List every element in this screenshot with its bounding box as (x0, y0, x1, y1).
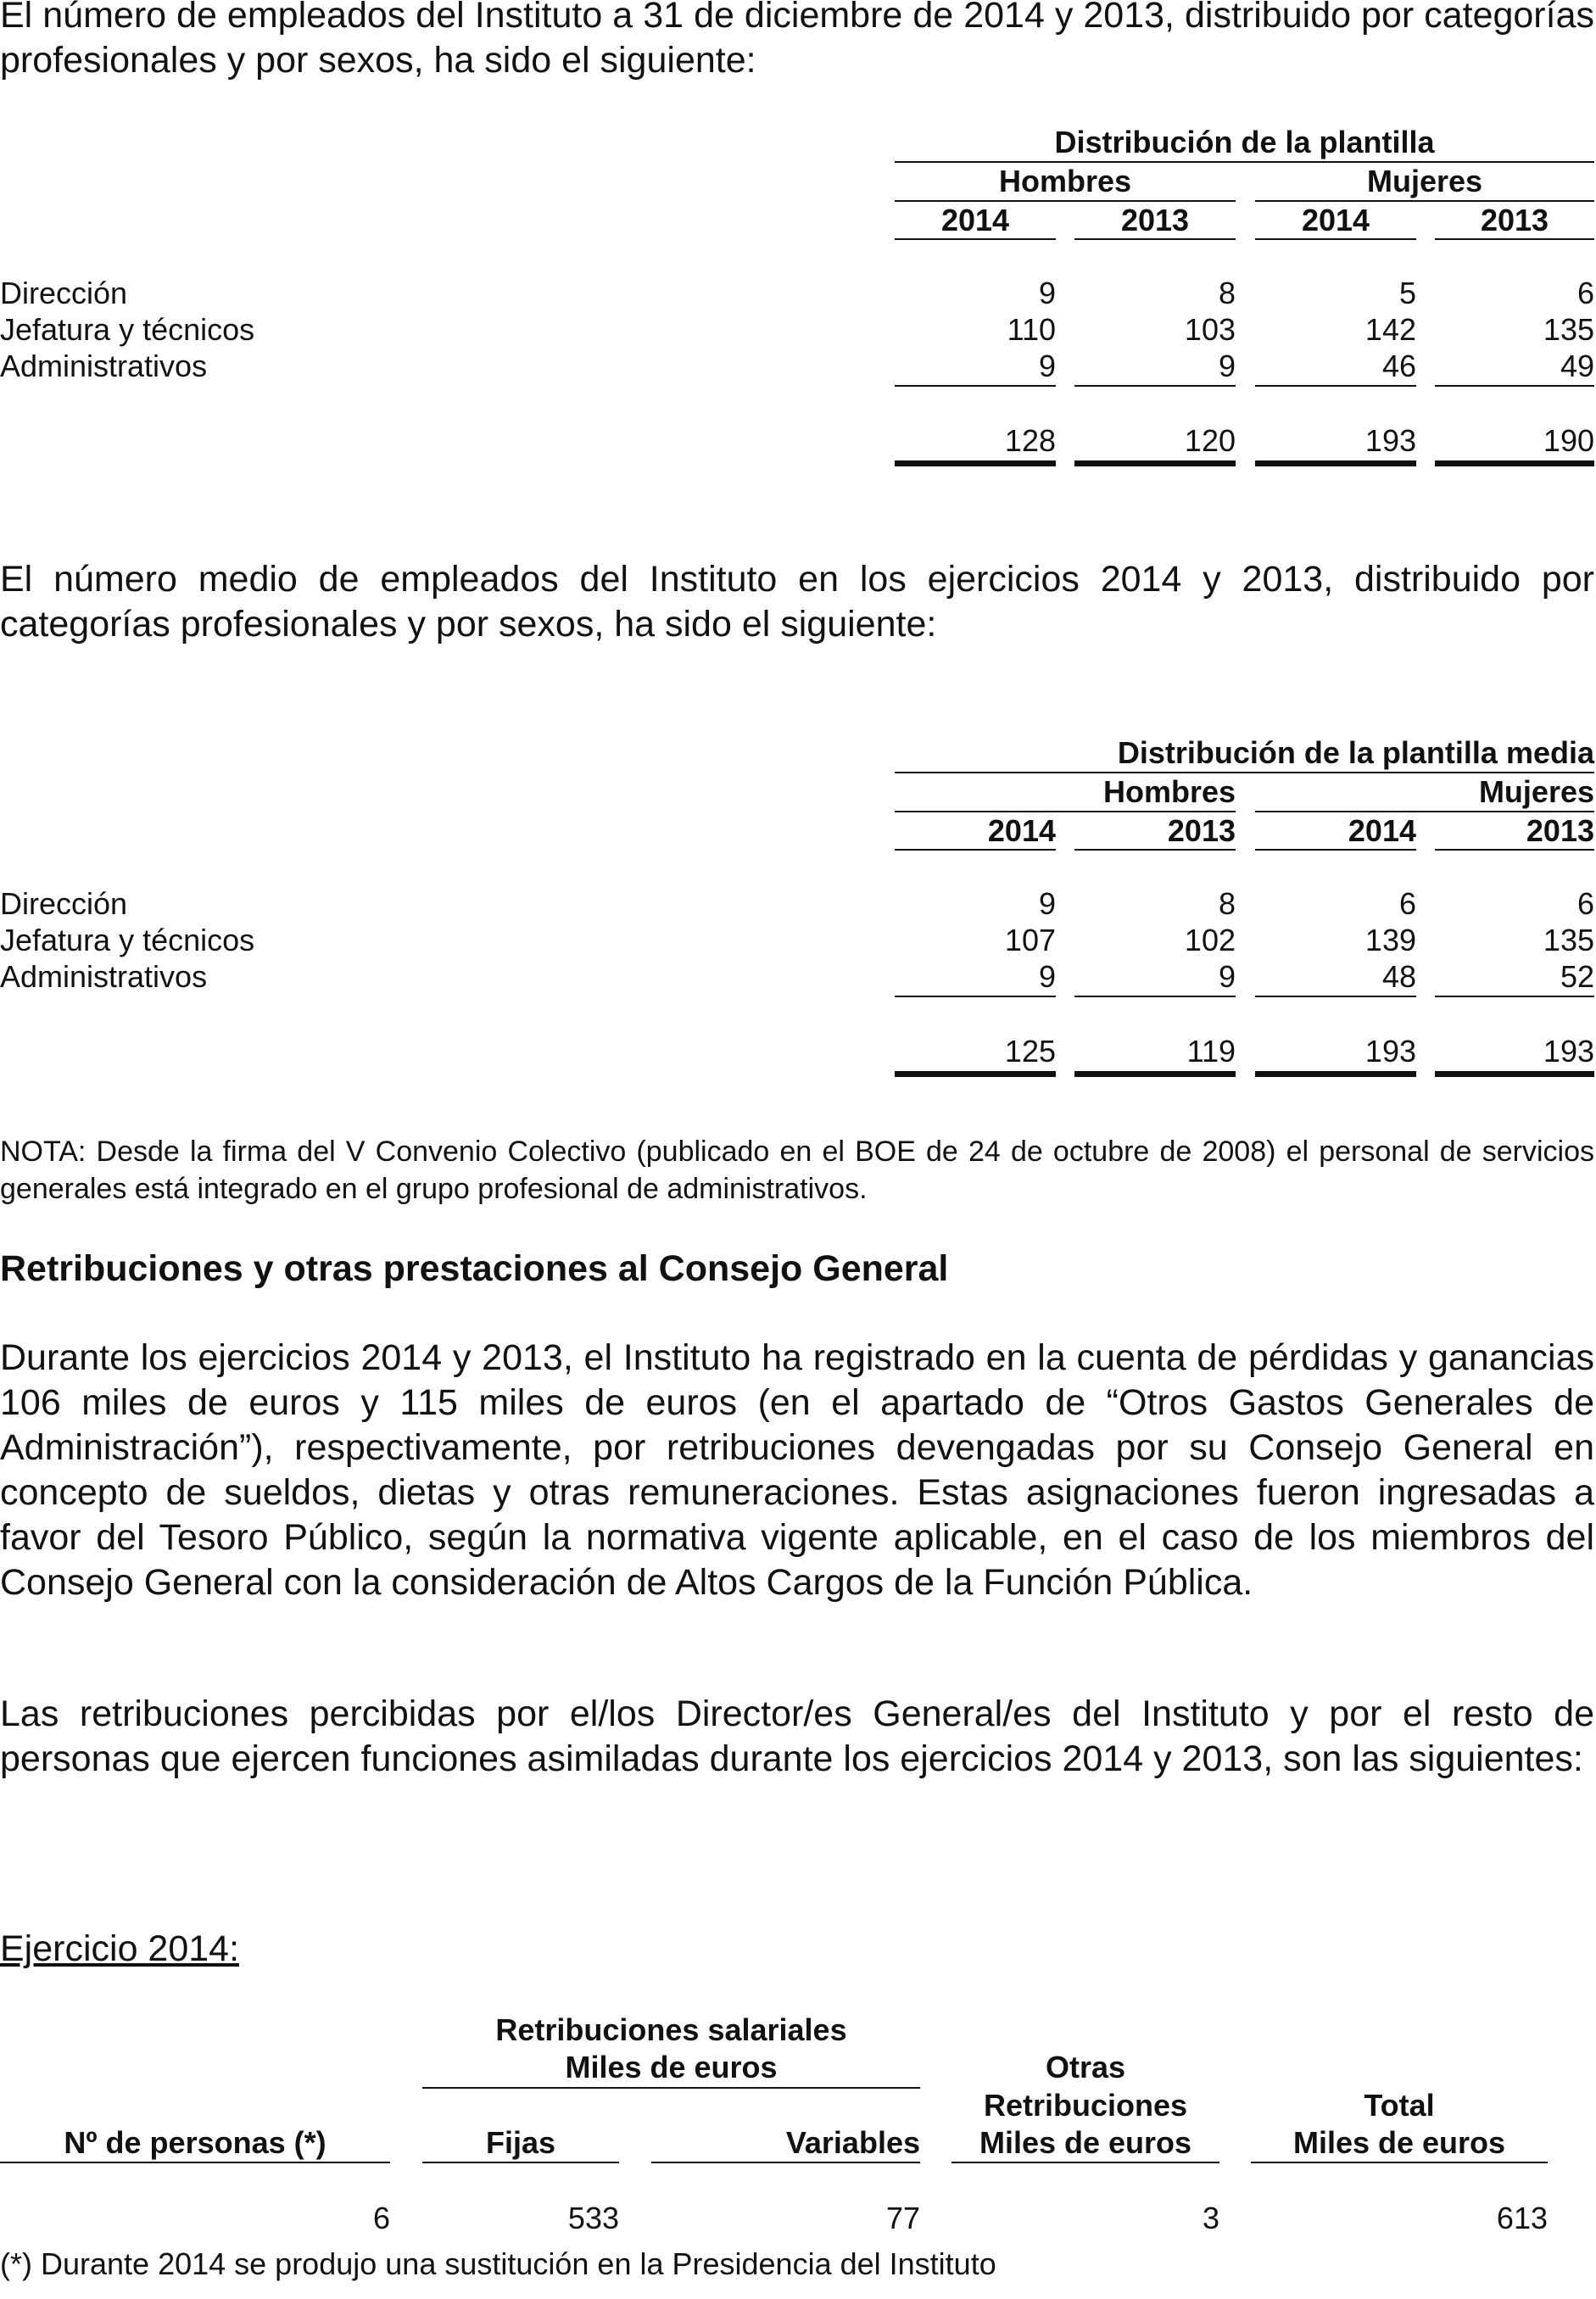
year-header: 2014 (940, 203, 1010, 237)
table-cell: 9 (1218, 349, 1236, 383)
table-cell: 139 (1364, 923, 1416, 957)
note-paragraph: NOTA: Desde la firma del V Convenio Colectivo (publicado en el BOE de 24 de octubre de 2008) el personal de servicios generales está integrado en el grupo profesional de administrativos. (0, 1136, 1594, 1205)
divider (895, 385, 1056, 387)
table-cell: 8 (1218, 886, 1236, 921)
table-cell: 9 (1038, 886, 1056, 921)
total-underline (895, 460, 1056, 466)
total-cell: 125 (1004, 1034, 1056, 1069)
divider (422, 2087, 920, 2089)
divider (1074, 385, 1236, 387)
divider (422, 2162, 619, 2163)
table-cell: 102 (1184, 923, 1236, 957)
group-header-women: Mujeres (1366, 164, 1483, 198)
footnote: (*) Durante 2014 se produjo una sustitución en la Presidencia del Instituto (0, 2246, 996, 2281)
table-cell: 52 (1560, 959, 1594, 994)
table-cell: 9 (1038, 276, 1056, 310)
council-paragraph: Durante los ejercicios 2014 y 2013, el Instituto ha registrado en la cuenta de pérdidas y ganancias 106 miles de euros y 115 miles de euros (en el apartado de “Otros Gastos Generales de Administración”), respectivamente, por retribuciones devengadas por su Consejo General en concepto de sueldos, dietas y otras remuneraciones. Estas asignaciones fueron ingresadas a favor del Tesoro Público, según la normativa vigente aplicable, en el caso de los miembros del Consejo General con la consideración de Altos Cargos de la Función Pública. (0, 1337, 1594, 1603)
divider (895, 238, 1056, 240)
total-cell: 119 (1186, 1034, 1236, 1069)
table-title: Distribución de la plantilla (1054, 125, 1435, 159)
divider (0, 2162, 390, 2163)
table-cell: 6 (1576, 276, 1594, 310)
col-header-other: Miles de euros (979, 2125, 1192, 2160)
table-cell: 533 (567, 2201, 619, 2235)
table-cell: 49 (1560, 349, 1594, 383)
divider (1435, 238, 1594, 240)
year-header: 2013 (1480, 203, 1549, 237)
row-label: Administrativos (0, 959, 208, 994)
director-paragraph: Las retribuciones percibidas por el/los Director/es General/es del Instituto y por el resto de personas que ejercen funciones asimiladas durante los ejercicios 2014 y 2013, son las siguientes: (0, 1694, 1594, 1779)
table-cell: 46 (1381, 349, 1416, 383)
row-label: Jefatura y técnicos (0, 312, 255, 347)
divider (1074, 238, 1236, 240)
col-header-fixed: Fijas (485, 2125, 556, 2160)
divider (1435, 996, 1594, 997)
year-header: 2014 (987, 813, 1056, 848)
table-cell: 9 (1038, 959, 1056, 994)
total-cell: 193 (1543, 1034, 1594, 1069)
divider (1255, 849, 1416, 851)
section-heading: Retribuciones y otras prestaciones al Consejo General (0, 1248, 949, 1289)
divider (1255, 385, 1416, 387)
total-cell: 193 (1364, 423, 1416, 458)
table-cell: 6 (1576, 886, 1594, 921)
total-underline (1255, 1071, 1416, 1077)
total-cell: 120 (1184, 423, 1236, 458)
group-header-women: Mujeres (1478, 774, 1594, 809)
col-header-persons: Nº de personas (*) (64, 2125, 326, 2160)
table-cell: 3 (1202, 2201, 1219, 2235)
col-header-other: Retribuciones (983, 2088, 1188, 2123)
divider (951, 2162, 1219, 2163)
total-underline (1074, 460, 1236, 466)
divider (1074, 996, 1236, 997)
divider (651, 2162, 920, 2163)
table-cell: 110 (1007, 312, 1056, 347)
table-cell: 8 (1218, 276, 1236, 310)
group-header-men: Hombres (998, 164, 1132, 198)
col-header-other: Otras (1045, 2050, 1126, 2084)
divider (1435, 849, 1594, 851)
table-cell: 9 (1038, 349, 1056, 383)
row-label: Dirección (0, 276, 128, 310)
year-header: 2013 (1120, 203, 1190, 237)
table-cell: 9 (1218, 959, 1236, 994)
total-cell: 193 (1364, 1034, 1416, 1069)
table-cell: 107 (1004, 923, 1056, 957)
table-cell: 135 (1543, 312, 1594, 347)
table-cell: 48 (1381, 959, 1416, 994)
divider (1435, 385, 1594, 387)
total-underline (895, 1071, 1056, 1077)
total-underline (1435, 1071, 1594, 1077)
divider (1255, 238, 1416, 240)
col-header-total: Total (1364, 2088, 1435, 2123)
row-label: Administrativos (0, 349, 208, 383)
divider (895, 996, 1056, 997)
table-cell: 5 (1398, 276, 1416, 310)
total-underline (1255, 460, 1416, 466)
total-cell: 190 (1543, 423, 1594, 458)
group-header-salary-unit: Miles de euros (565, 2050, 778, 2084)
divider (1251, 2162, 1548, 2163)
divider (895, 849, 1056, 851)
group-header-salary: Retribuciones salariales (495, 2012, 847, 2047)
col-header-variable: Variables (785, 2125, 920, 2160)
year-header: 2014 (1301, 203, 1370, 237)
exercise-heading: Ejercicio 2014: (0, 1928, 240, 1969)
year-header: 2014 (1348, 813, 1416, 848)
total-underline (1074, 1071, 1236, 1077)
intro-paragraph-1: El número de empleados del Instituto a 31 de diciembre de 2014 y 2013, distribuido por categorías profesionales y por sexos, ha sido el siguiente: (0, 0, 1594, 81)
row-label: Jefatura y técnicos (0, 923, 255, 957)
table-cell: 135 (1543, 923, 1594, 957)
row-label: Dirección (0, 886, 128, 921)
group-header-men: Hombres (1102, 774, 1236, 809)
table-cell: 103 (1184, 312, 1236, 347)
divider (1074, 849, 1236, 851)
col-header-total: Miles de euros (1292, 2125, 1506, 2160)
table-cell: 6 (372, 2201, 390, 2235)
divider (1255, 996, 1416, 997)
table-cell: 613 (1496, 2201, 1548, 2235)
intro-paragraph-2: El número medio de empleados del Instituto en los ejercicios 2014 y 2013, distribuido por categorías profesionales y por sexos, ha sido el siguiente: (0, 559, 1594, 645)
table-cell: 142 (1364, 312, 1416, 347)
total-cell: 128 (1004, 423, 1056, 458)
table-cell: 77 (885, 2201, 920, 2235)
total-underline (1435, 460, 1594, 466)
table-cell: 6 (1398, 886, 1416, 921)
year-header: 2013 (1526, 813, 1594, 848)
year-header: 2013 (1167, 813, 1236, 848)
table-title: Distribución de la plantilla media (1117, 735, 1594, 770)
